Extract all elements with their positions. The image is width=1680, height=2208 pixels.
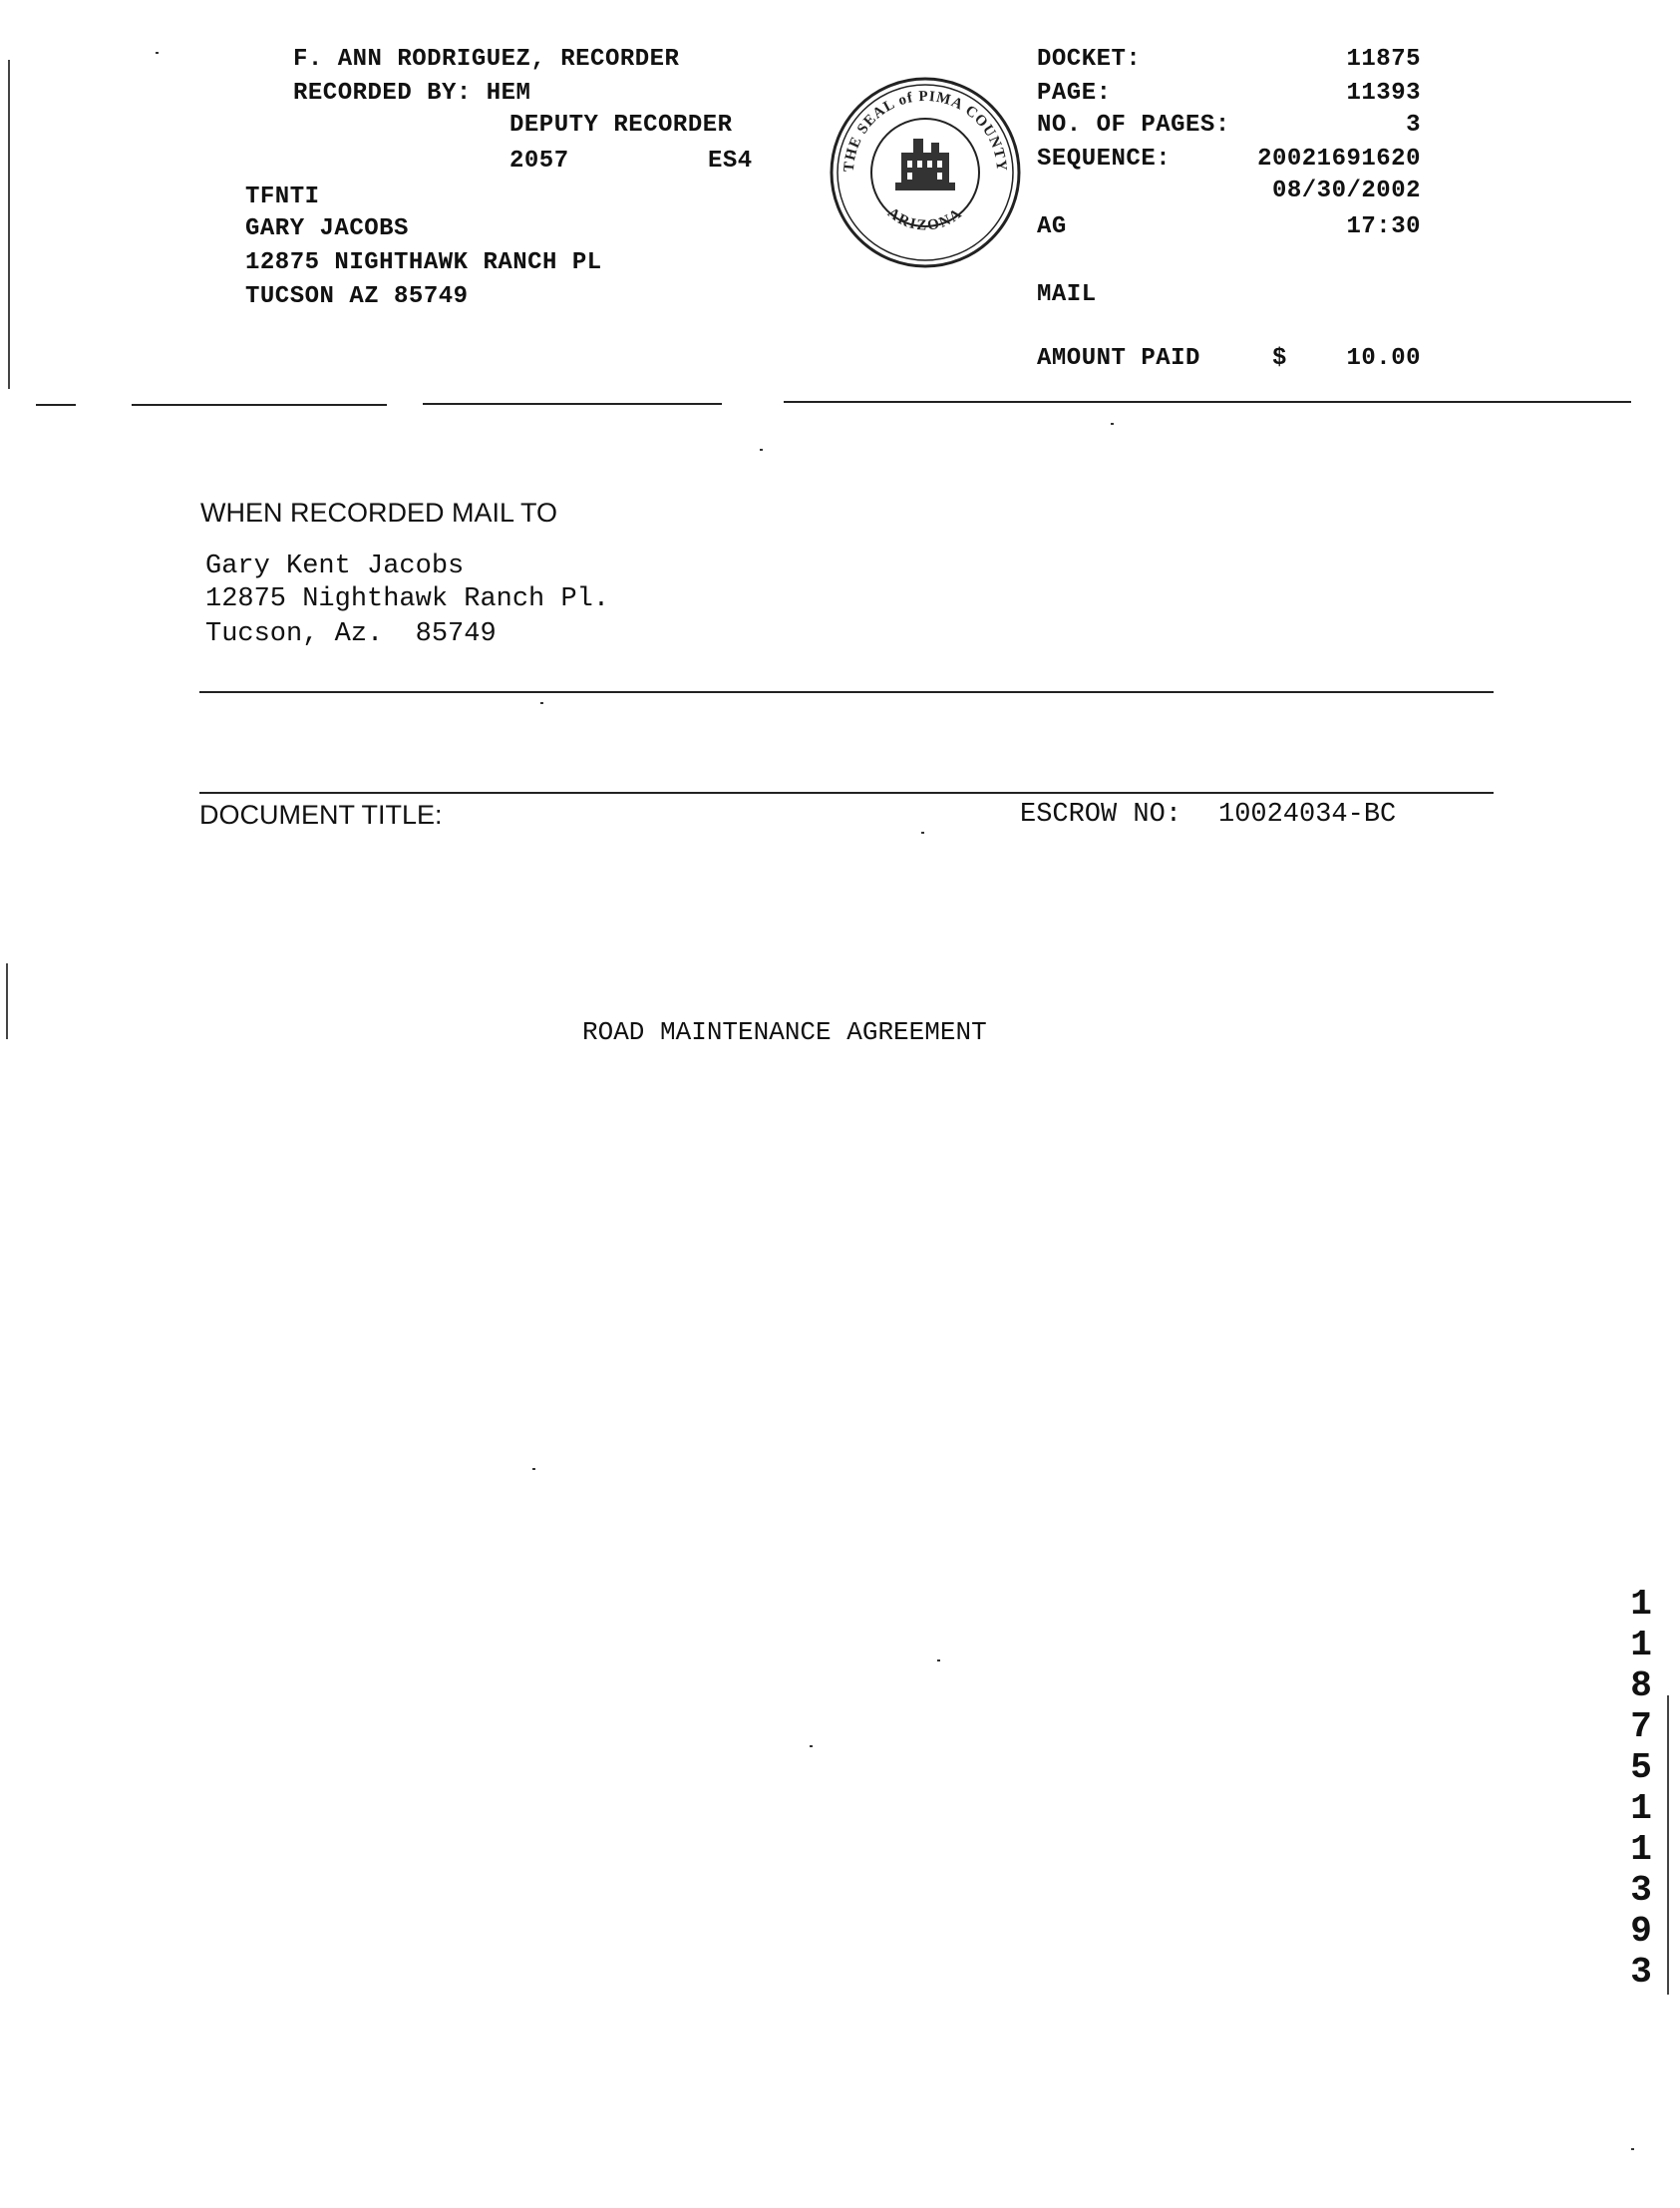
- agreement-title: ROAD MAINTENANCE AGREEMENT: [582, 1017, 987, 1047]
- header-divider-fragment: [36, 404, 76, 406]
- scan-margin-line-lower: [6, 963, 8, 1039]
- mail-to-name: Gary Kent Jacobs: [205, 552, 465, 581]
- scan-speck: [1631, 2148, 1634, 2150]
- sequence-label: SEQUENCE:: [1037, 146, 1172, 173]
- mail-to-rule: [199, 691, 1494, 693]
- svg-text:THE SEAL of PIMA COUNTY: THE SEAL of PIMA COUNTY: [840, 88, 1010, 173]
- recorded-by: RECORDED BY: HEM: [293, 80, 531, 107]
- pages-label: NO. OF PAGES:: [1037, 112, 1230, 139]
- scan-speck: [810, 1745, 813, 1747]
- side-digit: 3: [1630, 1952, 1652, 1993]
- scan-speck: [540, 702, 543, 704]
- amount-paid-label: AMOUNT PAID: [1037, 345, 1200, 372]
- side-digit: 9: [1630, 1911, 1652, 1952]
- amount-currency: $: [1272, 345, 1287, 372]
- side-digit: 1: [1630, 1625, 1652, 1665]
- scan-speck: [937, 1659, 940, 1661]
- mail-to-address: 12875 Nighthawk Ranch Pl.: [205, 584, 610, 614]
- document-title-rule: [199, 792, 1494, 794]
- header-city: TUCSON AZ 85749: [245, 283, 469, 310]
- docket-label: DOCKET:: [1037, 46, 1142, 73]
- scan-speck: [156, 52, 159, 54]
- svg-text:ARIZONA: ARIZONA: [884, 204, 966, 234]
- escrow-label: ESCROW NO:: [1020, 800, 1182, 830]
- date-value: 08/30/2002: [1271, 178, 1421, 204]
- mail-label: MAIL: [1037, 281, 1097, 308]
- side-digit: 1: [1630, 1584, 1652, 1625]
- page-label: PAGE:: [1037, 80, 1112, 107]
- ag-label: AG: [1037, 213, 1067, 240]
- header-name: GARY JACOBS: [245, 215, 409, 242]
- side-digit: 8: [1630, 1665, 1652, 1706]
- document-title-label: DOCUMENT TITLE:: [199, 800, 443, 830]
- mail-to-heading: WHEN RECORDED MAIL TO: [200, 498, 558, 528]
- pages-value: 3: [1406, 112, 1421, 139]
- scan-speck: [532, 1468, 535, 1470]
- side-digit: 7: [1630, 1706, 1652, 1747]
- header-address: 12875 NIGHTHAWK RANCH PL: [245, 249, 602, 276]
- code-tfnti: TFNTI: [245, 184, 320, 210]
- side-digit: 1: [1630, 1788, 1652, 1829]
- sequence-value: 20021691620: [1257, 146, 1421, 173]
- header-divider-middle: [423, 403, 722, 405]
- scan-speck: [1111, 423, 1114, 425]
- header-divider-right: [784, 401, 1631, 403]
- pima-county-seal: [828, 75, 1023, 270]
- time-value: 17:30: [1346, 213, 1421, 240]
- docket-value: 11875: [1346, 46, 1421, 73]
- side-digit: 3: [1630, 1870, 1652, 1911]
- code-left: 2057: [509, 148, 569, 175]
- scan-margin-line: [8, 60, 10, 389]
- header-divider-left: [132, 404, 387, 406]
- code-right: ES4: [708, 148, 753, 175]
- scan-speck: [921, 832, 924, 834]
- recorder-name: F. ANN RODRIGUEZ, RECORDER: [293, 46, 680, 73]
- amount-value: 10.00: [1346, 345, 1421, 372]
- escrow-number: 10024034-BC: [1218, 800, 1397, 830]
- side-docket-stamp: [1621, 1584, 1661, 1993]
- deputy-recorder: DEPUTY RECORDER: [509, 112, 733, 139]
- side-digit: 5: [1630, 1747, 1652, 1788]
- side-stamp-edge: [1667, 1695, 1669, 1995]
- page-value: 11393: [1346, 80, 1421, 107]
- mail-to-city: Tucson, Az. 85749: [205, 619, 497, 649]
- scan-speck: [760, 449, 763, 451]
- side-digit: 1: [1630, 1829, 1652, 1870]
